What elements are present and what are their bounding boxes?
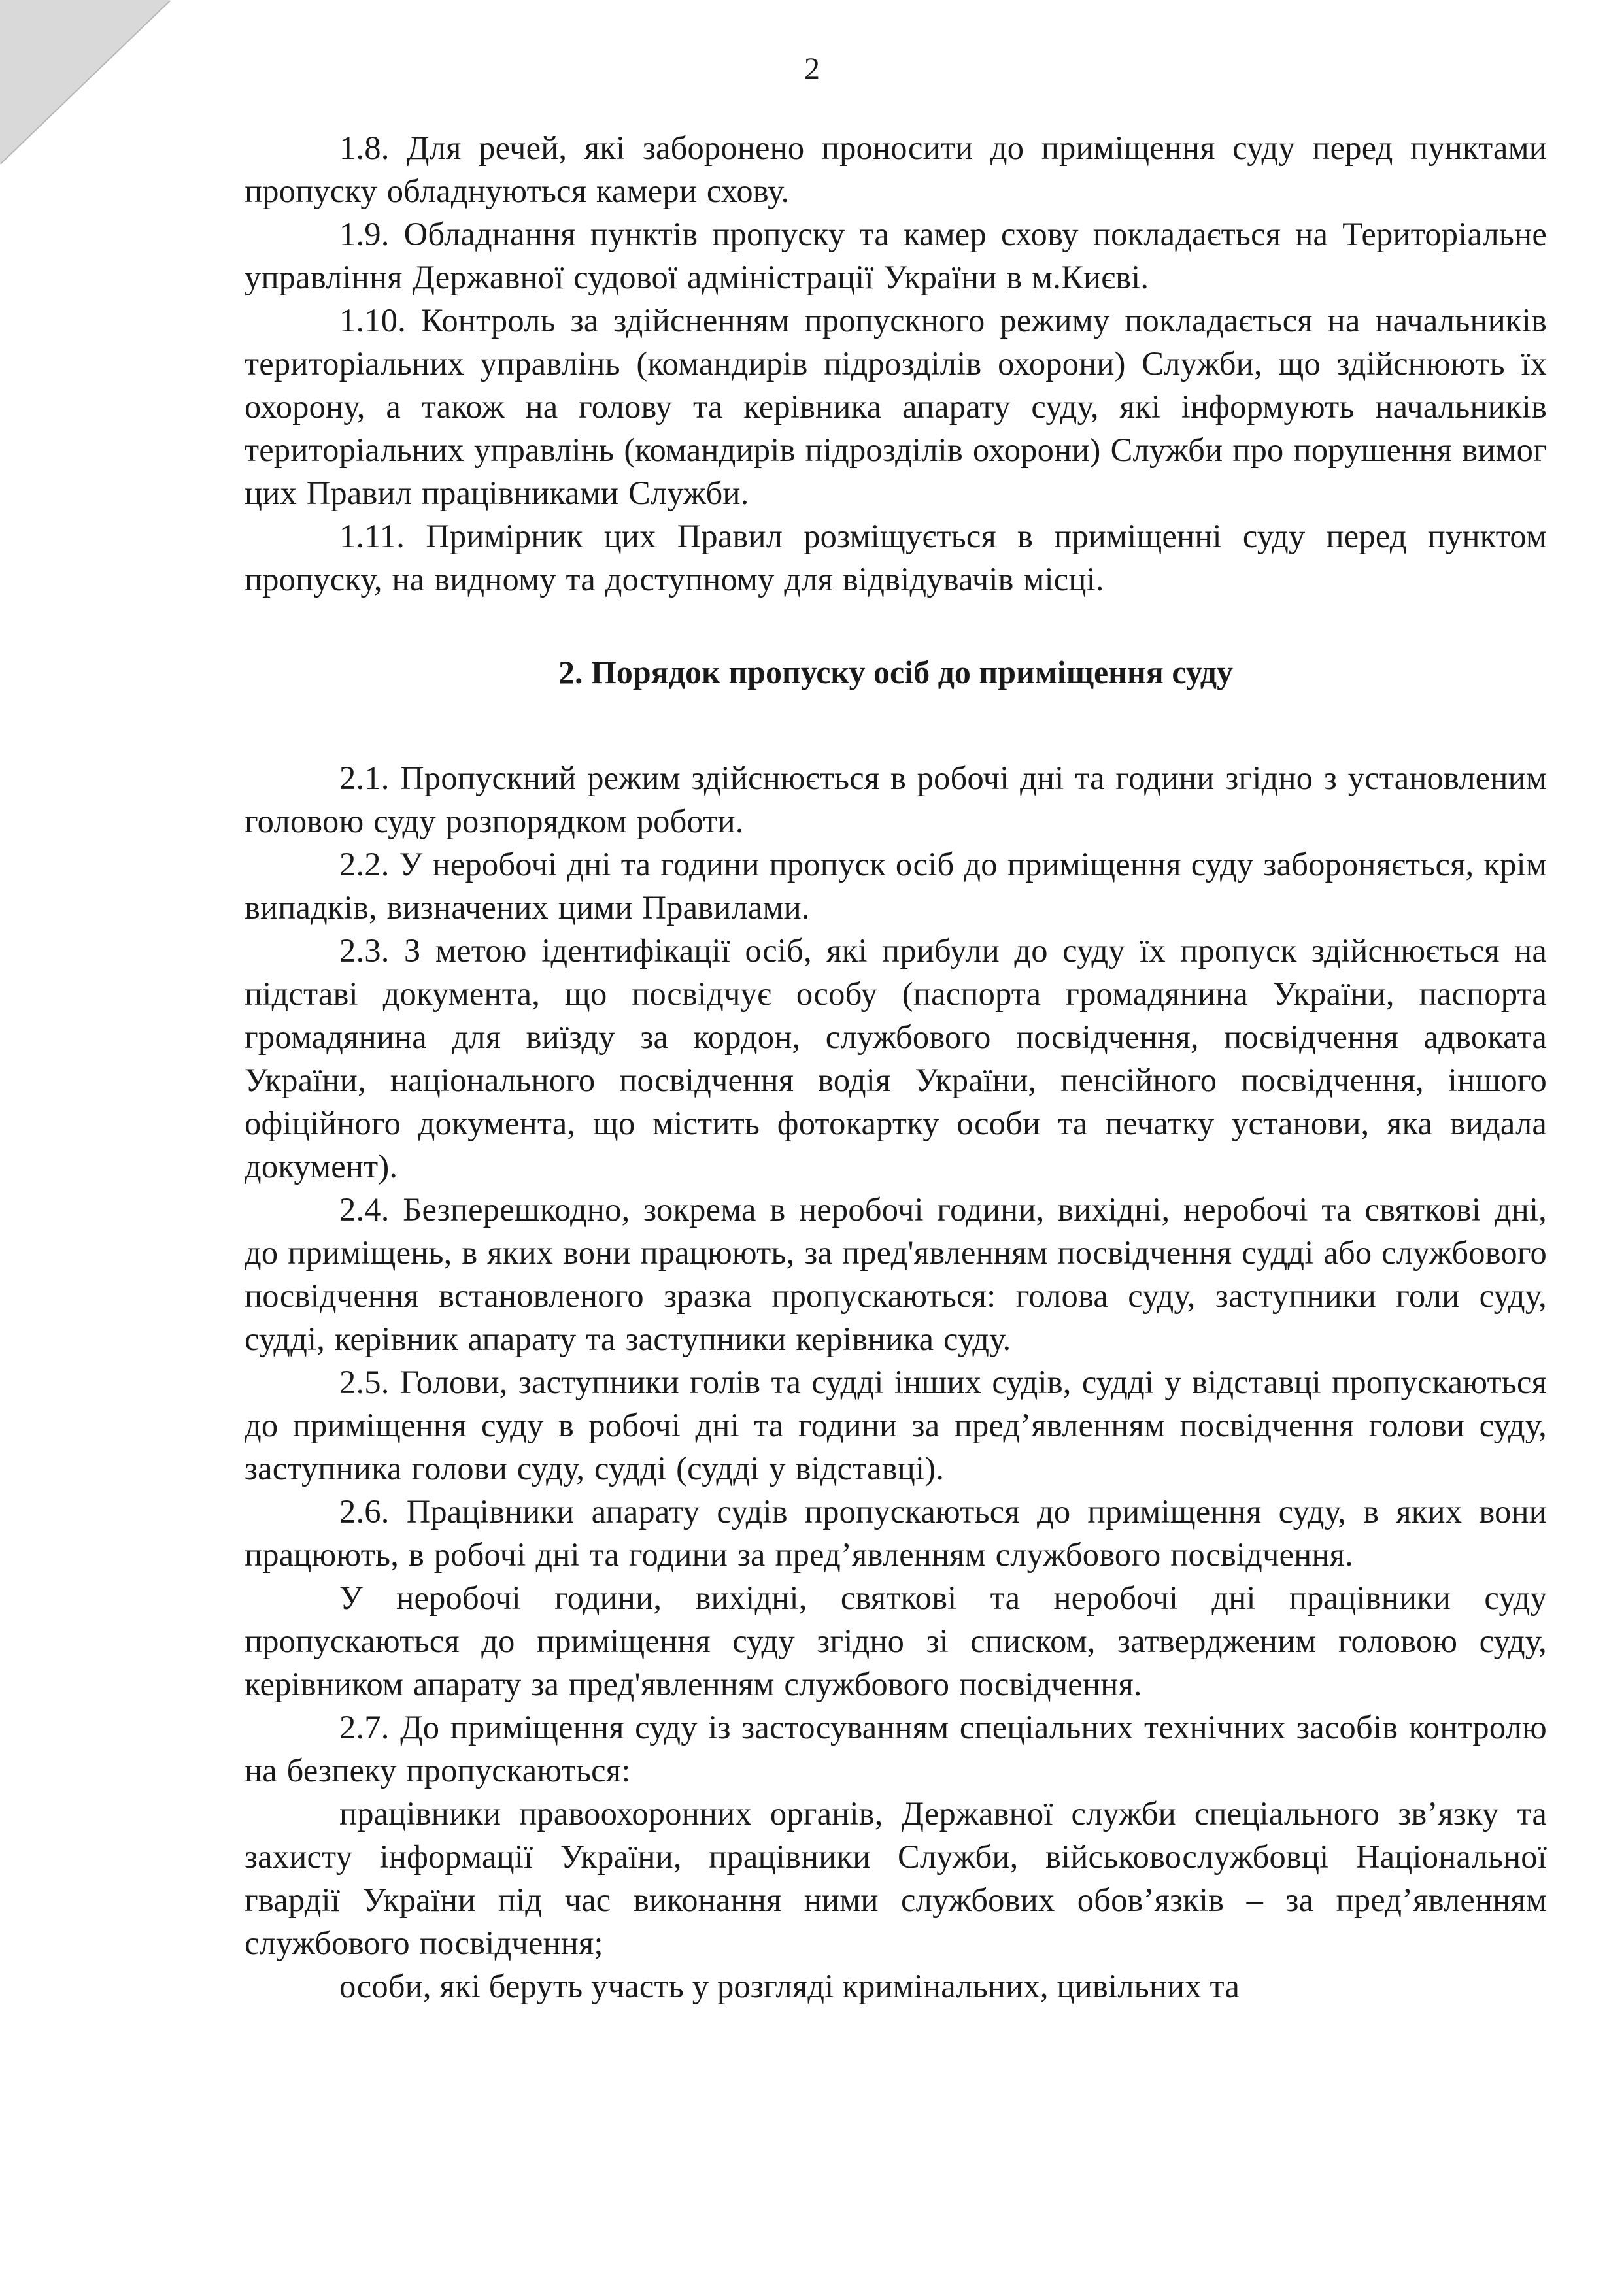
paragraph-2-7: 2.7. До приміщення суду із застосуванням спеціальних технічних засобів контролю на безпеку пропускаються: bbox=[245, 1709, 1547, 1789]
paragraph-2-7-item-participants: особи, які беруть участь у розгляді кримінальних, цивільних та bbox=[339, 1968, 1240, 2004]
paragraph-1-8: 1.8. Для речей, які заборонено проносити до приміщення суду перед пунктами пропуску обладнуються камери схову. bbox=[245, 129, 1547, 209]
paragraph-1-11: 1.11. Примірник цих Правил розміщується в приміщенні суду перед пунктом пропуску, на видному та доступному для відвідувачів місці. bbox=[245, 518, 1547, 598]
paragraph-2-7-item-law-enforcement: працівники правоохоронних органів, Державної служби спеціального зв’язку та захисту інформації України, працівники Служби, військовослужбовці Національної гвардії України під час виконання ними службових обов’язків – за пред’явленням службового посвідчення; bbox=[245, 1795, 1547, 1961]
paragraph-1-10: 1.10. Контроль за здійсненням пропускного режиму покладається на начальників територіальних управлінь (командирів підрозділів охорони) Служби, що здійснюють їх охорону, а також на голову та керівника апарату суду, які інформують начальників територіальних управлінь (командирів підрозділів охорони) Служби про порушення вимог цих Правил працівниками Служби. bbox=[245, 302, 1547, 511]
page-number: 2 bbox=[804, 52, 820, 86]
document-body bbox=[245, 126, 1547, 2008]
paragraph-2-5: 2.5. Голови, заступники голів та судді інших судів, судді у відставці пропускаються до приміщення суду в робочі дні та години за пред’явленням посвідчення голови суду, заступника голови суду, судді (судді у відставці). bbox=[245, 1364, 1547, 1487]
paragraph-2-1: 2.1. Пропускний режим здійснюється в робочі дні та години згідно з установленим головою суду розпорядком роботи. bbox=[245, 760, 1547, 839]
section-heading: 2. Порядок пропуску осіб до приміщення суду bbox=[558, 654, 1234, 690]
paragraph-2-4: 2.4. Безперешкодно, зокрема в неробочі години, вихідні, неробочі та святкові дні, до приміщень, в яких вони працюють, за пред'явленням посвідчення судді або службового посвідчення встановленого зразка пропускаються: голова суду, заступники голи суду, судді, керівник апарату та заступники керівника суду. bbox=[245, 1191, 1547, 1357]
paragraph-2-6-continued: У неробочі години, вихідні, святкові та неробочі дні працівники суду пропускаються до приміщення суду згідно зі списком, затвердженим головою суду, керівником апарату за пред'явленням службового посвідчення. bbox=[245, 1579, 1547, 1702]
paragraph-2-6: 2.6. Працівники апарату судів пропускаються до приміщення суду, в яких вони працюють, в робочі дні та години за пред’явленням службового посвідчення. bbox=[245, 1493, 1547, 1573]
paragraph-1-9: 1.9. Обладнання пунктів пропуску та камер схову покладається на Територіальне управління Державної судової адміністрації України в м.Києві. bbox=[245, 216, 1547, 295]
paragraph-2-2: 2.2. У неробочі дні та години пропуск осіб до приміщення суду забороняється, крім випадків, визначених цими Правилами. bbox=[245, 846, 1547, 926]
paragraph-2-3: 2.3. З метою ідентифікації осіб, які прибули до суду їх пропуск здійснюється на підставі документа, що посвідчує особу (паспорта громадянина України, паспорта громадянина для виїзду за кордон, службового посвідчення, посвідчення адвоката України, національного посвідчення водія України, пенсійного посвідчення, іншого офіційного документа, що містить фотокартку особи та печатку установи, яка видала документ). bbox=[245, 932, 1547, 1185]
